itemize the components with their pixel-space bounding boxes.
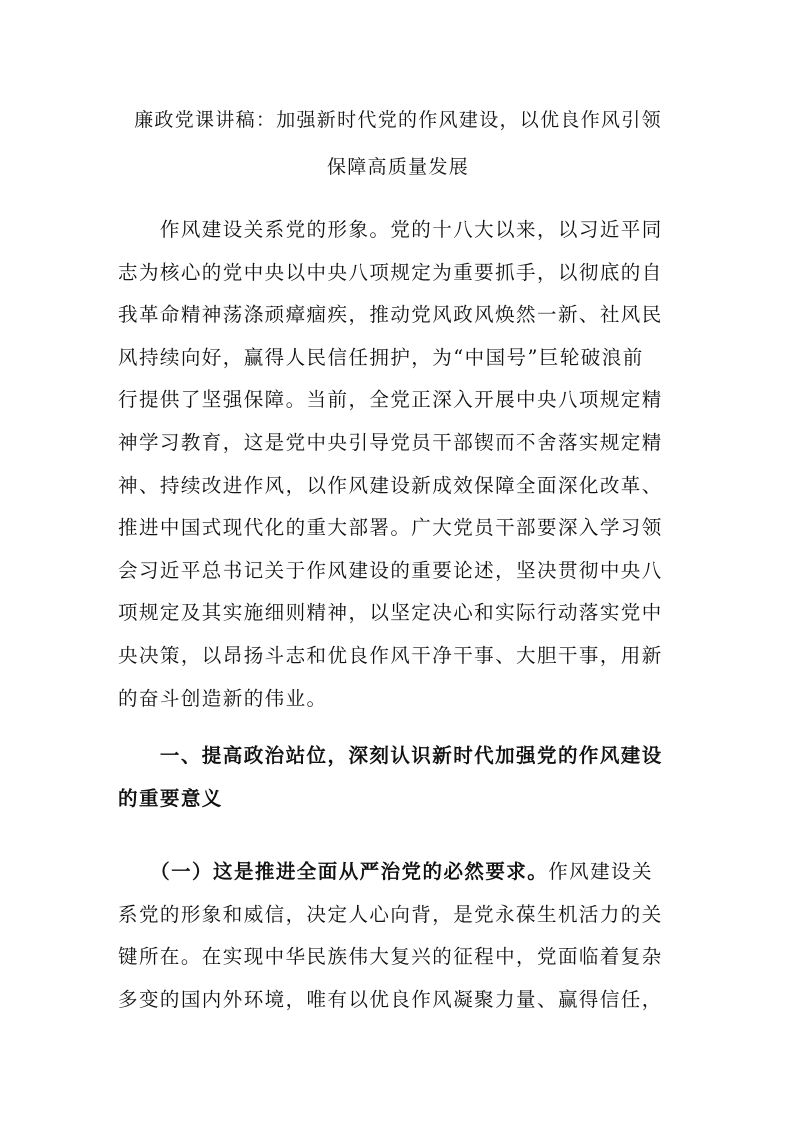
paragraph-line: 的奋斗创造新的伟业。 (118, 686, 328, 710)
paragraph-line: 项规定及其实施细则精神，以坚定决心和实际行动落实党中 (118, 601, 663, 625)
paragraph-line: 推进中国式现代化的重大部署。广大党员干部要深入学习领 (118, 516, 663, 540)
paragraph-line: 神、持续改进作风，以作风建设新成效保障全面深化改革、 (118, 473, 663, 497)
subsection-lead: （一）这是推进全面从严治党的必然要求。 (118, 860, 549, 883)
paragraph-line: 风持续向好，赢得人民信任拥护，为“中国号”巨轮破浪前 (118, 345, 644, 369)
title-line-2: 保障高质量发展 (326, 156, 470, 178)
paragraph-line: 键所在。在实现中华民族伟大复兴的征程中，党面临着复杂 (118, 945, 663, 969)
paragraph-line: 央决策，以昂扬斗志和优良作风干净干事、大胆干事，用新 (118, 643, 663, 667)
paragraph-line-rest: 作风建设关 (548, 860, 653, 883)
intro-paragraph (118, 209, 678, 720)
paragraph-line: 会习近平总书记关于作风建设的重要论述，坚决贯彻中央八 (118, 558, 663, 582)
paragraph-line: 系党的形象和威信，决定人心向背，是党永葆生机活力的关 (118, 902, 663, 926)
heading-line-1: 一、提高政治站位，深刻认识新时代加强党的作风建设 (118, 744, 663, 767)
paragraph-line: 神学习教育，这是党中央引导党员干部锲而不舍落实规定精 (118, 430, 663, 454)
section-heading-1 (118, 735, 678, 820)
paragraph-line: 行提供了坚强保障。当前，全党正深入开展中央八项规定精 (118, 388, 663, 412)
paragraph-line (118, 851, 678, 894)
paragraph-line: 志为核心的党中央以中央八项规定为重要抓手，以彻底的自 (118, 260, 663, 284)
paragraph-line: 我革命精神荡涤顽瘴痼疾，推动党风政风焕然一新、社风民 (118, 303, 663, 327)
paragraph-line: 多变的国内外环境，唯有以优良作风凝聚力量、赢得信任， (118, 987, 663, 1011)
title-line-1: 廉政党课讲稿：加强新时代党的作风建设，以优良作风引领 (134, 109, 662, 131)
subsection-paragraph-1 (118, 851, 678, 1021)
paragraph-line: 作风建设关系党的形象。党的十八大以来，以习近平同 (118, 218, 663, 241)
document-title (118, 97, 678, 191)
heading-line-2: 的重要意义 (118, 786, 223, 810)
